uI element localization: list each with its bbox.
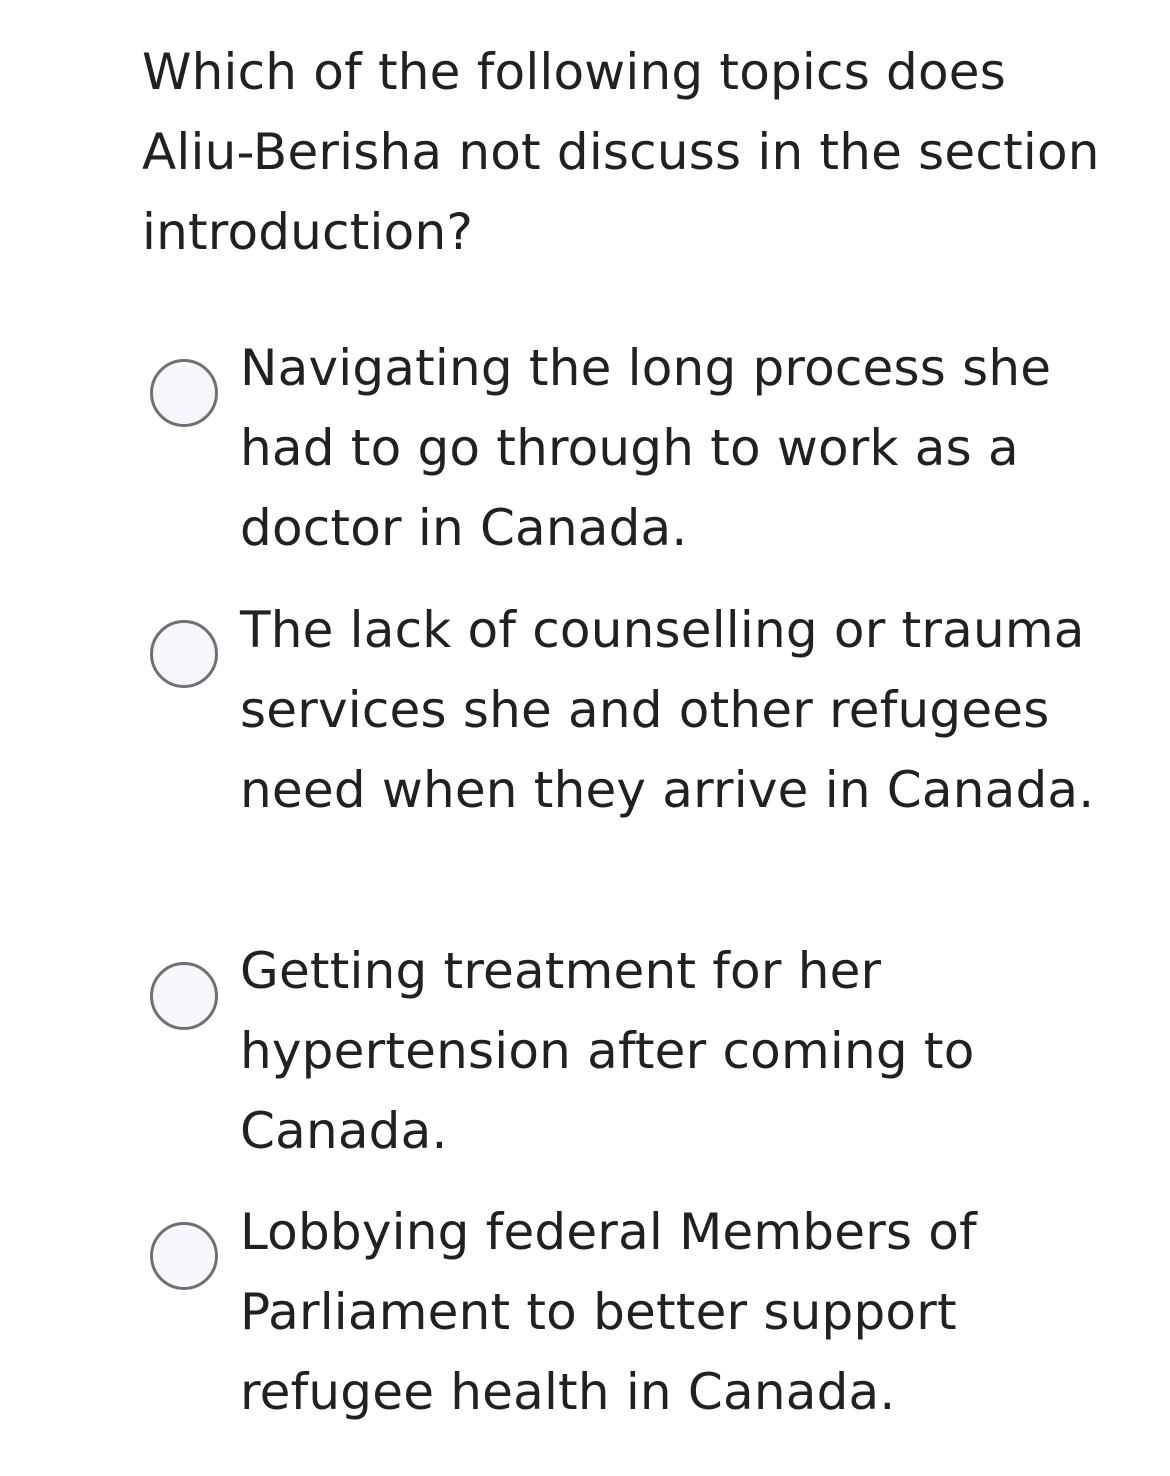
question-text: Which of the following topics does Aliu-Berisha not discuss in the section introduction?: [142, 43, 1100, 261]
radio-button-4[interactable]: [150, 1222, 218, 1290]
radio-button-3[interactable]: [150, 962, 218, 1030]
radio-button-2[interactable]: [150, 620, 218, 688]
radio-button-1[interactable]: [150, 359, 218, 427]
answer-option-1-label: Navigating the long process she had to go through to work as a doctor in Canada.: [240, 339, 1052, 557]
answer-option-2-label: The lack of counselling or trauma services she and other refugees need when they arrive in Canada.: [240, 601, 1095, 819]
answer-option-4-label: Lobbying federal Members of Parliament to better support refugee health in Canada.: [240, 1203, 977, 1421]
answer-option-3-label: Getting treatment for her hypertension after coming to Canada.: [240, 942, 975, 1160]
